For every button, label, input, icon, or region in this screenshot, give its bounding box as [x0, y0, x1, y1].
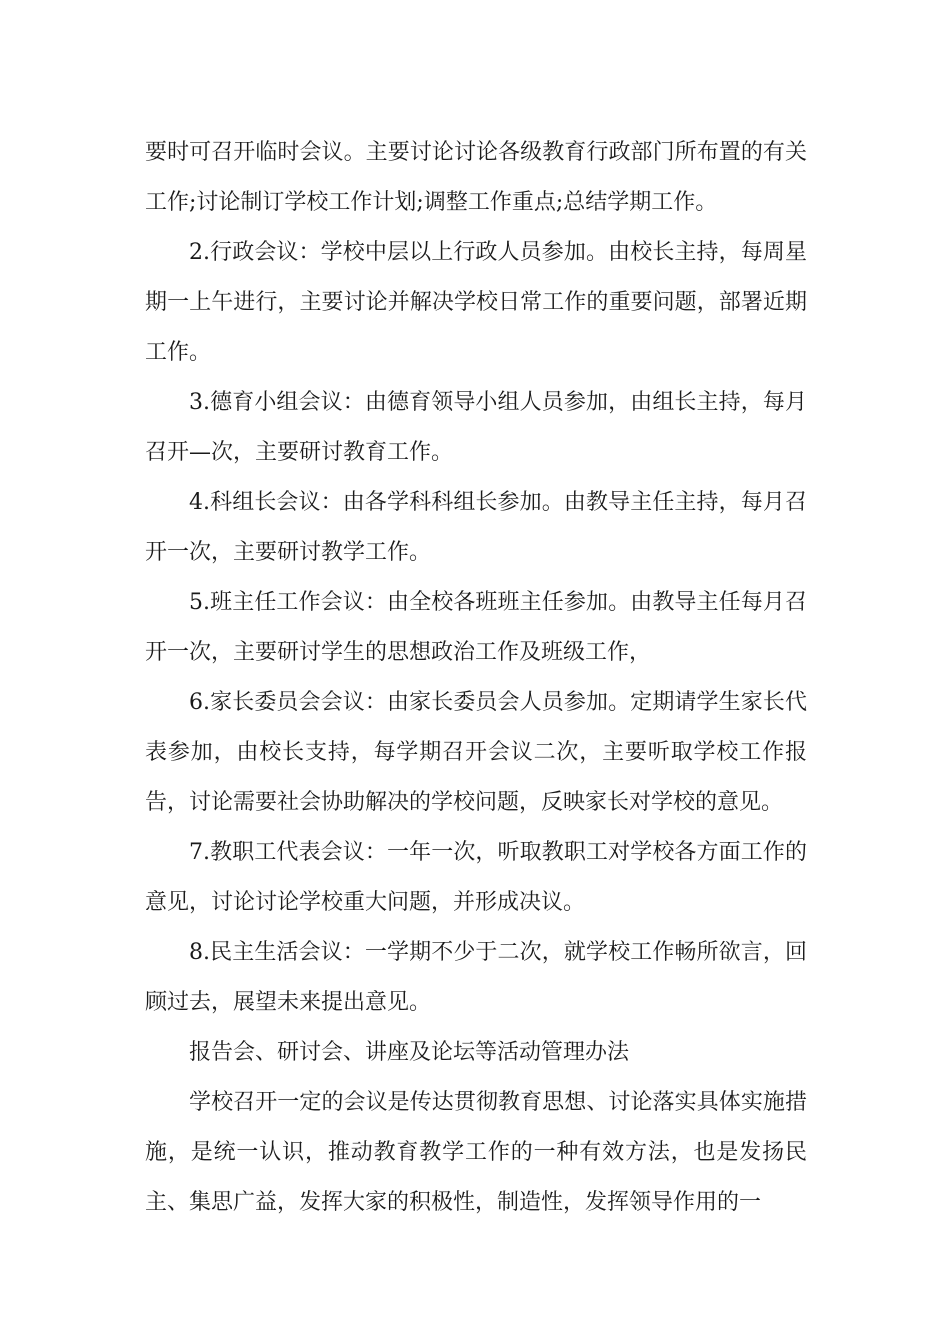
paragraph-staff-representative-meeting: 7.教职工代表会议：一年一次，听取教职工对学校各方面工作的意见，讨论讨论学校重大问题，并形成决议。	[145, 840, 807, 915]
paragraph-continuation: 要时可召开临时会议。主要讨论讨论各级教育行政部门所布置的有关工作;讨论制订学校工作计划;调整工作重点;总结学期工作。	[145, 140, 807, 215]
paragraph-administrative-meeting: 2.行政会议：学校中层以上行政人员参加。由校长主持，每周星期一上午进行，主要讨论并解决学校日常工作的重要问题，部署近期工作。	[145, 240, 807, 365]
paragraph-intro: 学校召开一定的会议是传达贯彻教育思想、讨论落实具体实施措施，是统一认识，推动教育教学工作的一种有效方法，也是发扬民主、集思广益，发挥大家的积极性，制造性，发挥领导作用的一	[145, 1090, 807, 1215]
paragraph-parent-committee-meeting: 6.家长委员会会议：由家长委员会人员参加。定期请学生家长代表参加，由校长支持，每学期召开会议二次，主要听取学校工作报告，讨论需要社会协助解决的学校问题，反映家长对学校的意见。	[145, 690, 807, 815]
paragraph-class-teacher-meeting: 5.班主任工作会议：由全校各班班主任参加。由教导主任每月召开一次，主要研讨学生的思想政治工作及班级工作，	[145, 590, 807, 665]
paragraph-moral-education-meeting: 3.德育小组会议：由德育领导小组人员参加，由组长主持，每月召开—次，主要研讨教育工作。	[145, 390, 807, 465]
document-body	[145, 128, 807, 1228]
section-heading: 报告会、研讨会、讲座及论坛等活动管理办法	[189, 1040, 630, 1065]
paragraph-subject-leader-meeting: 4.科组长会议：由各学科科组长参加。由教导主任主持，每月召开一次，主要研讨教学工作。	[145, 490, 807, 565]
paragraph-democratic-life-meeting: 8.民主生活会议：一学期不少于二次，就学校工作畅所欲言，回顾过去，展望未来提出意见。	[145, 940, 807, 1015]
